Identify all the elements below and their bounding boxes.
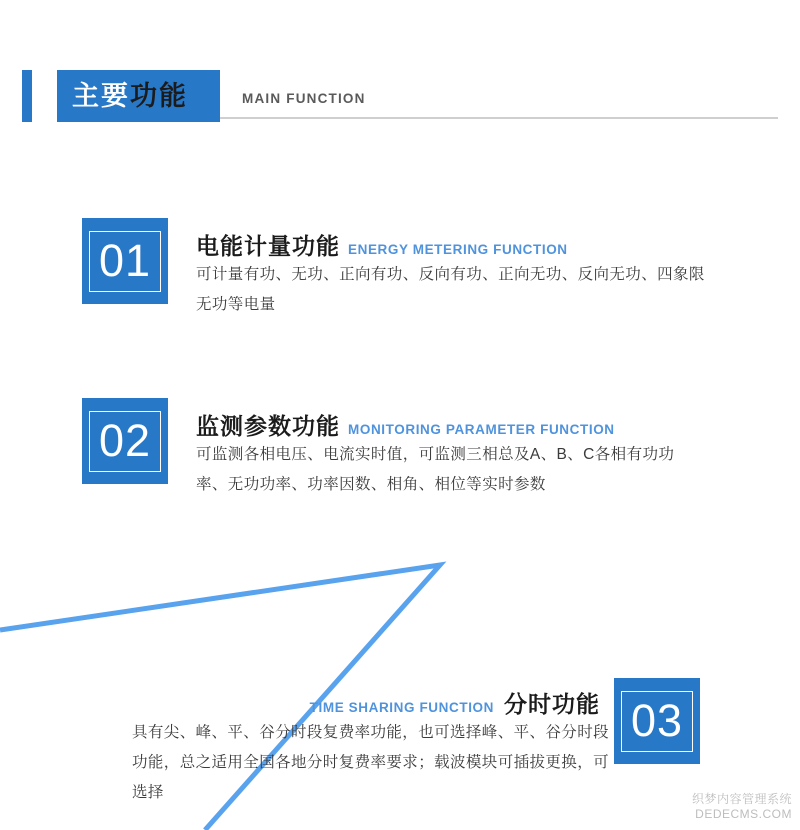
watermark (692, 792, 792, 822)
feature-title-cn-03: 分时功能 (504, 691, 600, 717)
feature-number-02: 02 (89, 411, 161, 472)
feature-item-03 (0, 660, 800, 820)
section-header (22, 70, 778, 122)
feature-item-02 (0, 380, 800, 540)
feature-item-01 (0, 200, 800, 330)
feature-body-02: 可监测各相电压、电流实时值，可监测三相总及A、B、C各相有功功率、无功功率、功率因数、相角、相位等实时参数 (196, 446, 675, 493)
feature-title-row-01 (196, 228, 568, 261)
feature-title-cn-01: 电能计量功能 (196, 233, 340, 259)
feature-number-badge-03 (614, 678, 700, 764)
feature-title-en-03: TIME SHARING FUNCTION (309, 700, 494, 715)
feature-number-01: 01 (89, 231, 161, 292)
feature-title-en-02: MONITORING PARAMETER FUNCTION (348, 422, 615, 437)
feature-title-row-02 (196, 408, 615, 441)
feature-body-01: 可计量有功、无功、正向有功、反向有功、正向无功、反向无功、四象限无功等电量 (196, 266, 705, 313)
feature-number-badge-01 (82, 218, 168, 304)
header-divider (220, 117, 778, 119)
feature-number-03: 03 (621, 691, 693, 752)
feature-title-en-01: ENERGY METERING FUNCTION (348, 242, 568, 257)
page-title (72, 79, 188, 113)
page-subtitle: MAIN FUNCTION (242, 91, 366, 106)
page-title-part1: 主要 (72, 81, 130, 111)
watermark-line-1: 织梦内容管理系统 (691, 792, 792, 806)
page-title-part2: 功能 (130, 81, 188, 111)
feature-title-row-03 (310, 686, 600, 719)
feature-body-03: 具有尖、峰、平、谷分时段复费率功能，也可选择峰、平、谷分时段功能，总之适用全国各地分时复费率要求；载波模块可插拔更换，可选择 (132, 724, 610, 801)
feature-title-cn-02: 监测参数功能 (196, 413, 340, 439)
watermark-line-2: DEDECMS.COM (695, 807, 792, 821)
header-accent-bar (22, 70, 32, 122)
feature-number-badge-02 (82, 398, 168, 484)
